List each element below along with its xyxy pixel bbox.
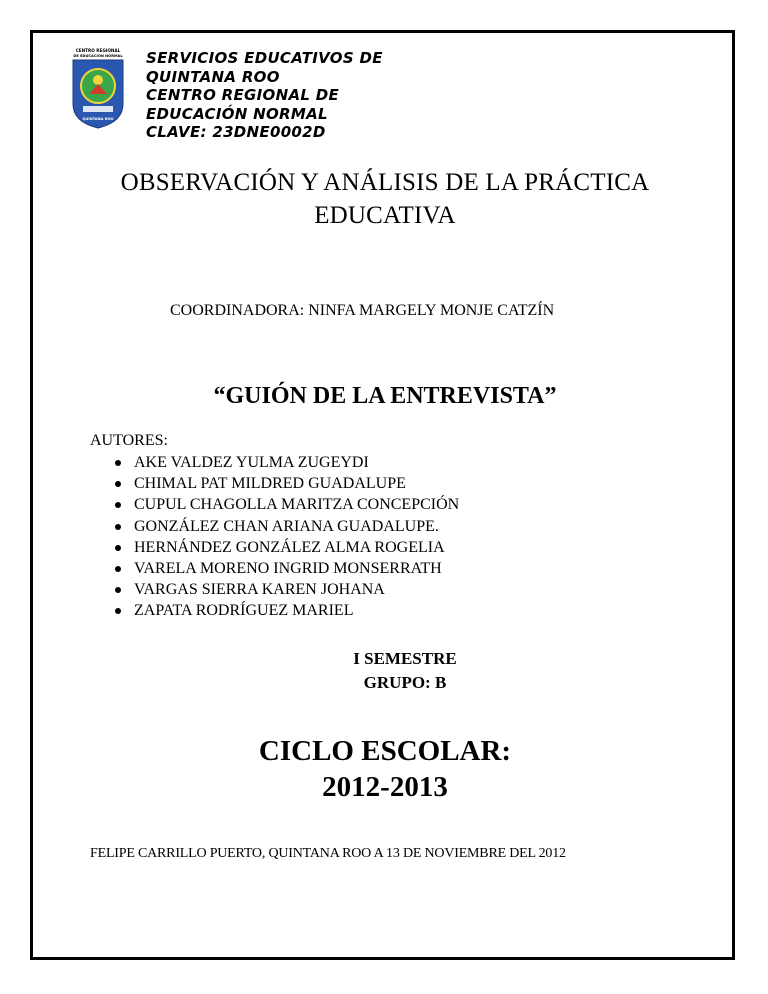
author-name: ZAPATA RODRÍGUEZ MARIEL [134,602,354,620]
logo-top-text-line2: DE EDUCACION NORMAL [73,54,123,58]
logo-banner-icon [83,106,113,112]
document-title [60,166,710,232]
bullet-icon [115,545,121,551]
author-item [115,452,459,473]
coordinator: COORDINADORA: NINFA MARGELY MONJE CATZÍN [170,302,555,319]
document-title-line-2: EDUCATIVA [314,202,456,229]
logo-sun-icon [93,75,103,85]
authors-label: AUTORES: [90,432,168,449]
bullet-icon [115,502,121,508]
bullet-icon [115,481,121,487]
authors-list [115,452,459,622]
bullet-icon [115,608,121,614]
author-item [115,600,459,621]
author-item [115,579,459,600]
logo-bottom-text: QUINTANA ROO [82,117,114,121]
institution-line-3: CENTRO REGIONAL DE [146,86,340,104]
bullet-icon [115,587,121,593]
author-item [115,537,459,558]
logo-top-text-line1: CENTRO REGIONAL [75,48,121,53]
institution-line-5: CLAVE: 23DNE0002D [146,123,326,141]
author-item [115,516,459,537]
author-name: HERNÁNDEZ GONZÁLEZ ALMA ROGELIA [134,538,445,556]
author-name: VARELA MORENO INGRID MONSERRATH [134,560,442,578]
institution-line-1: SERVICIOS EDUCATIVOS DE [146,49,383,67]
place-date: FELIPE CARRILLO PUERTO, QUINTANA ROO A 13 DE NOVIEMBRE DEL 2012 [90,846,566,861]
institution-line-2: QUINTANA ROO [146,67,280,86]
author-name: VARGAS SIERRA KAREN JOHANA [134,581,385,599]
author-name: AKE VALDEZ YULMA ZUGEYDI [134,454,369,471]
author-item [115,558,459,579]
school-year-label: CICLO ESCOLAR: [258,735,512,767]
semester-group [300,647,510,695]
group: GRUPO: B [363,673,447,692]
institution-line-4: EDUCACIÓN NORMAL [146,104,328,123]
institution-header [146,49,383,142]
school-year-value: 2012-2013 [322,771,448,803]
semester: I SEMESTRE [353,649,457,668]
school-year [180,733,590,805]
author-name: CUPUL CHAGOLLA MARITZA CONCEPCIÓN [134,496,460,514]
author-item [115,494,459,515]
bullet-icon [115,524,121,530]
document-title-line-1: OBSERVACIÓN Y ANÁLISIS DE LA PRÁCTICA [120,169,650,196]
script-title: “GUIÓN DE LA ENTREVISTA” [213,383,557,409]
author-item [115,473,459,494]
institution-logo [69,46,127,130]
author-name: CHIMAL PAT MILDRED GUADALUPE [134,475,406,493]
author-name: GONZÁLEZ CHAN ARIANA GUADALUPE. [134,517,439,535]
bullet-icon [115,460,121,466]
bullet-icon [115,566,121,572]
